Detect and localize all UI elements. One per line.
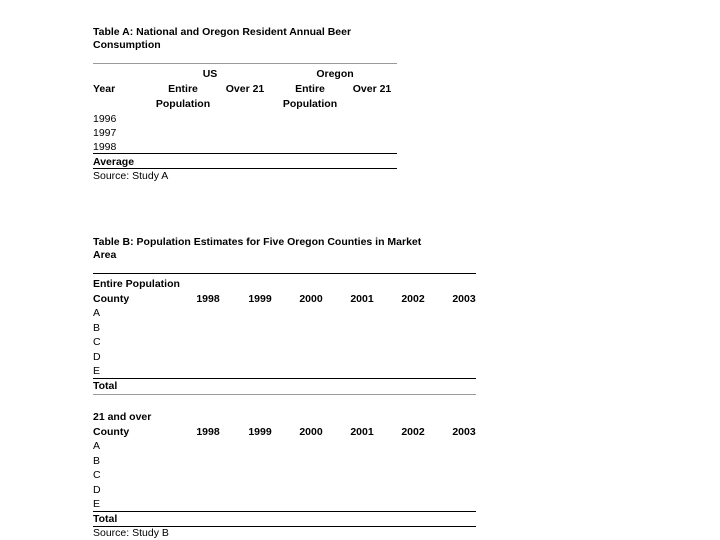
table-b-title-line2: Area <box>93 249 117 261</box>
table-b-year-header: 1998 <box>196 293 220 305</box>
table-b-source: Source: Study B <box>93 527 169 539</box>
table-b-county-row: C <box>93 336 101 348</box>
table-b-county-row: A <box>93 440 101 452</box>
table-b-county-row: D <box>93 484 101 496</box>
table-a-source: Source: Study A <box>93 170 169 182</box>
table-a-col-year: Year <box>93 83 116 95</box>
table-a-avg-rule <box>93 153 397 154</box>
table-b-total-label: Total <box>93 380 118 392</box>
table-b-county-header: County <box>93 293 130 305</box>
table-a-col-us-over21: Over 21 <box>225 83 265 95</box>
table-b-total-rule <box>93 378 476 379</box>
table-b-section1-label: Entire Population <box>93 278 180 290</box>
table-b-year-header: 1998 <box>196 426 220 438</box>
table-a-group-us: US <box>202 68 218 80</box>
table-b-year-header: 2002 <box>401 293 425 305</box>
table-b-county-row: B <box>93 322 101 334</box>
table-a-col-or-entire: Entire <box>295 83 325 95</box>
table-b-section2-label: 21 and over <box>93 411 152 423</box>
table-a-col-or-over21: Over 21 <box>352 83 392 95</box>
table-a-top-rule <box>93 63 397 64</box>
table-a-title-line1: Table A: National and Oregon Resident Annual Beer <box>93 26 352 38</box>
table-b-year-header: 2000 <box>299 426 323 438</box>
table-a-col-or-entire-2: Population <box>282 98 338 110</box>
table-b-section-rule <box>93 394 476 395</box>
table-b-county-header: County <box>93 426 130 438</box>
table-a-col-us-entire-2: Population <box>155 98 211 110</box>
table-b-total2-rule <box>93 511 476 512</box>
table-a-average-label: Average <box>93 156 135 168</box>
table-b-total2-label: Total <box>93 513 118 525</box>
table-a-title-line2: Consumption <box>93 39 161 51</box>
table-b-year-header: 1999 <box>248 426 272 438</box>
table-b-year-header: 1999 <box>248 293 272 305</box>
table-b-year-header: 2003 <box>452 426 476 438</box>
table-b-county-row: B <box>93 455 101 467</box>
table-b-title-line1: Table B: Population Estimates for Five Oregon Counties in Market <box>93 236 422 248</box>
table-b-year-header: 2000 <box>299 293 323 305</box>
table-a-bottom-rule <box>93 168 397 169</box>
table-b-county-row: A <box>93 307 101 319</box>
table-b-county-row: E <box>93 365 101 377</box>
table-a-col-us-entire: Entire <box>168 83 198 95</box>
table-b-year-header: 2001 <box>350 293 374 305</box>
table-a-row-year: 1997 <box>93 127 117 139</box>
table-b-year-header: 2002 <box>401 426 425 438</box>
table-b-county-row: D <box>93 351 101 363</box>
table-b-county-row: C <box>93 469 101 481</box>
table-b-county-row: E <box>93 498 101 510</box>
table-a-group-oregon: Oregon <box>316 68 354 80</box>
table-a-row-year: 1998 <box>93 141 117 153</box>
table-a-row-year: 1996 <box>93 113 117 125</box>
table-b-year-header: 2003 <box>452 293 476 305</box>
table-b-year-header: 2001 <box>350 426 374 438</box>
table-b-top-rule <box>93 273 476 274</box>
